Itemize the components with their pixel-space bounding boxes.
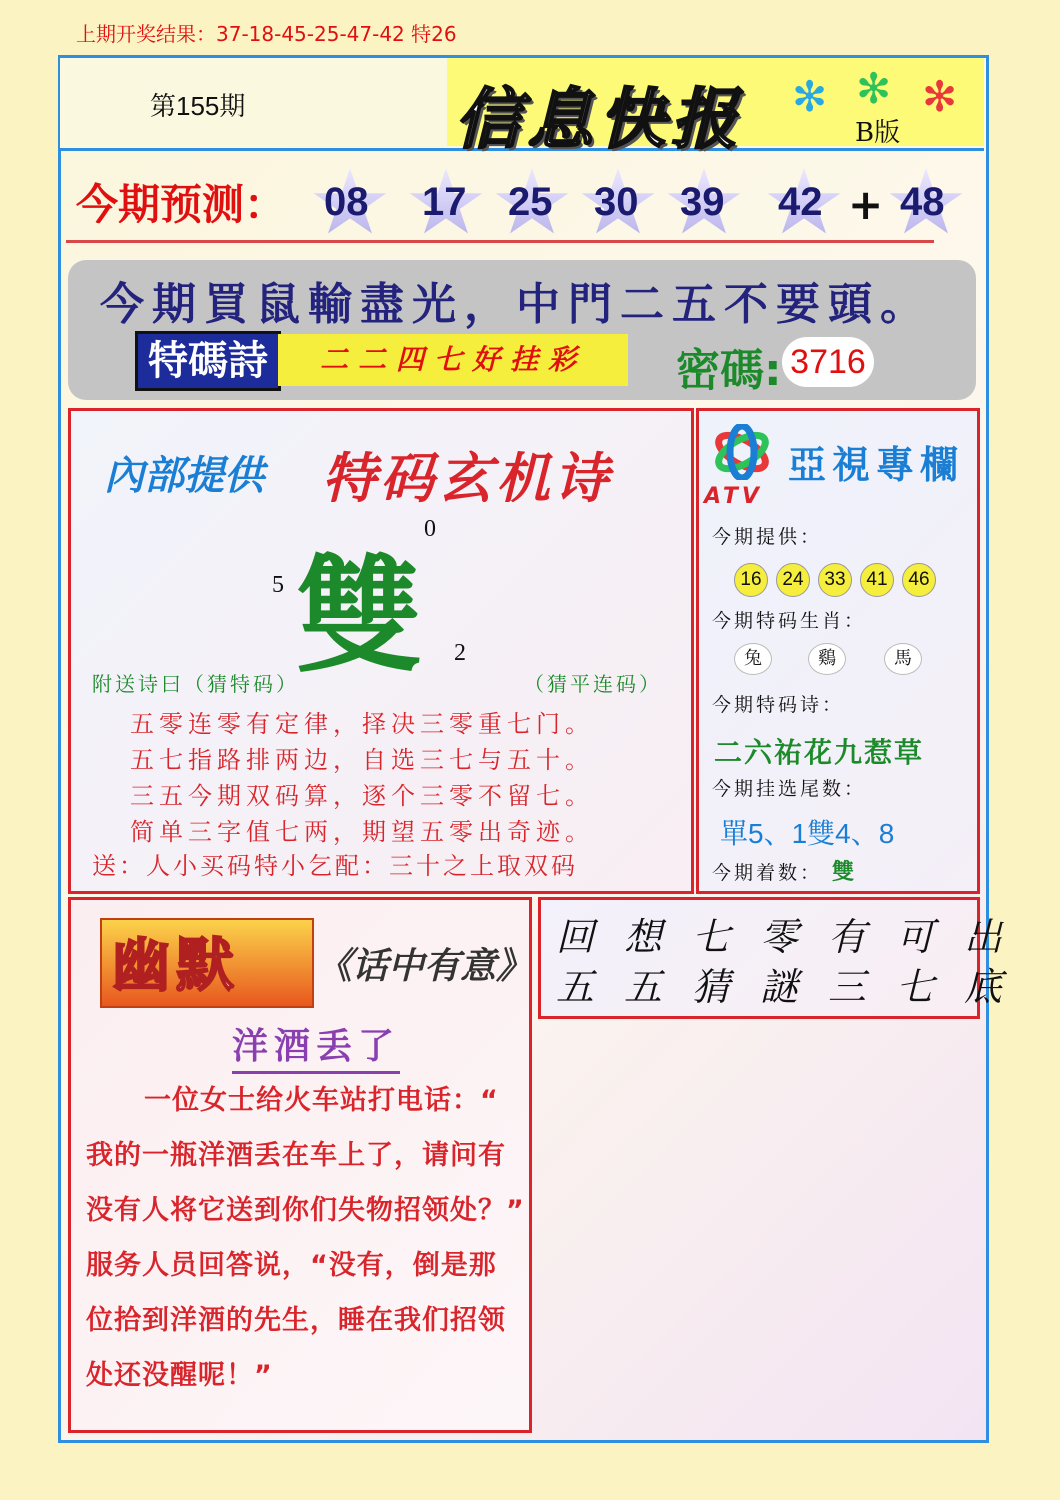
hint-left: 附送诗曰（猜特码） [92, 672, 299, 696]
number-ball: 16 [734, 563, 768, 597]
humor-badge-text: 幽默 [112, 931, 241, 999]
verse-box-line: 回想七零有可出 [556, 915, 1033, 959]
verse-line: 三五今期双码算，逐个三零不留七。 [130, 782, 594, 810]
issue-number: 第155期 [150, 91, 246, 121]
digit-bottom: 2 [454, 640, 466, 666]
story-line: 我的一瓶洋酒丢在车上了，请问有 [86, 1140, 506, 1171]
number-ball: 24 [776, 563, 810, 597]
humor-subtitle: 《话中有意》 [316, 946, 533, 987]
number-ball: 41 [860, 563, 894, 597]
headline-text: 今期買鼠輸盡光，中門二五不要頭。 [100, 279, 932, 330]
big-character: 雙 [296, 542, 422, 690]
password-value: 3716 [782, 337, 874, 387]
atv-focus-label: 今期着数： [712, 862, 823, 884]
prediction-label: 今期预测： [76, 180, 287, 229]
prediction-number: 39 [680, 180, 725, 224]
atv-logo-icon [710, 424, 774, 480]
poem-label: 特碼詩 [135, 331, 281, 391]
atv-zodiac-label: 今期特码生肖： [712, 610, 867, 632]
story-line: 服务人员回答说，“没有，倒是那 [86, 1250, 497, 1281]
atv-provide-label: 今期提供： [712, 526, 823, 548]
internal-title: 特码玄机诗 [322, 446, 612, 510]
zodiac-badge: 馬 [884, 643, 922, 675]
story-line: 处还没醒呢！” [86, 1360, 273, 1391]
special-number: 48 [900, 180, 945, 224]
internal-label: 內部提供 [104, 453, 264, 499]
digit-left: 5 [272, 572, 284, 598]
prediction-number: 30 [594, 180, 639, 224]
verse-line: 简单三字值七两，期望五零出奇迹。 [130, 818, 594, 846]
atv-tail: 單5、1雙4、8 [720, 818, 895, 849]
zodiac-badge: 兔 [734, 643, 772, 675]
hint-right: （猜平连码） [524, 672, 662, 696]
atv-title: 亞視專欄 [788, 442, 965, 487]
poem-text: 二二四七好挂彩 [278, 334, 628, 386]
number-ball: 33 [818, 563, 852, 597]
prediction-number: 08 [324, 180, 369, 224]
verse-box-line: 五五猜謎三七底 [556, 965, 1033, 1009]
divider [66, 240, 934, 243]
atv-poem: 二六祐花九惹草 [714, 736, 925, 769]
bonus-line: 送：人小买码特小乞配：三十之上取双码 [92, 852, 578, 880]
flower-icon: ✻ [922, 72, 958, 121]
page-title: 信息快报 [455, 80, 743, 158]
atv-tail-label: 今期挂选尾数： [712, 778, 867, 800]
last-result: 上期开奖结果：37-18-45-25-47-42 特26 [76, 22, 457, 46]
story-title: 洋酒丢了 [232, 1018, 400, 1074]
story-line: 一位女士给火车站打电话：“ [144, 1085, 499, 1116]
verse-line: 五零连零有定律，择决三零重七门。 [130, 710, 594, 738]
flower-icon: ✻ [792, 72, 828, 121]
flower-icon: ✻ [856, 64, 892, 113]
number-ball: 46 [902, 563, 936, 597]
story-line: 位拾到洋酒的先生，睡在我们招领 [86, 1305, 506, 1336]
atv-logo-text: ATV [704, 484, 763, 509]
edition-label: B版 [855, 118, 901, 148]
story-line: 没有人将它送到你们失物招领处？” [86, 1195, 525, 1226]
prediction-number: 17 [422, 180, 467, 224]
prediction-number: 42 [778, 180, 823, 224]
plus-sign: + [848, 180, 884, 229]
prediction-number: 25 [508, 180, 553, 224]
verse-line: 五七指路排两边，自选三七与五十。 [130, 746, 594, 774]
zodiac-badge: 鷄 [808, 643, 846, 675]
atv-focus: 雙 [832, 860, 855, 885]
atv-poem-label: 今期特码诗： [712, 694, 845, 716]
password-label: 密碼: [676, 345, 782, 396]
digit-top: 0 [424, 516, 436, 542]
